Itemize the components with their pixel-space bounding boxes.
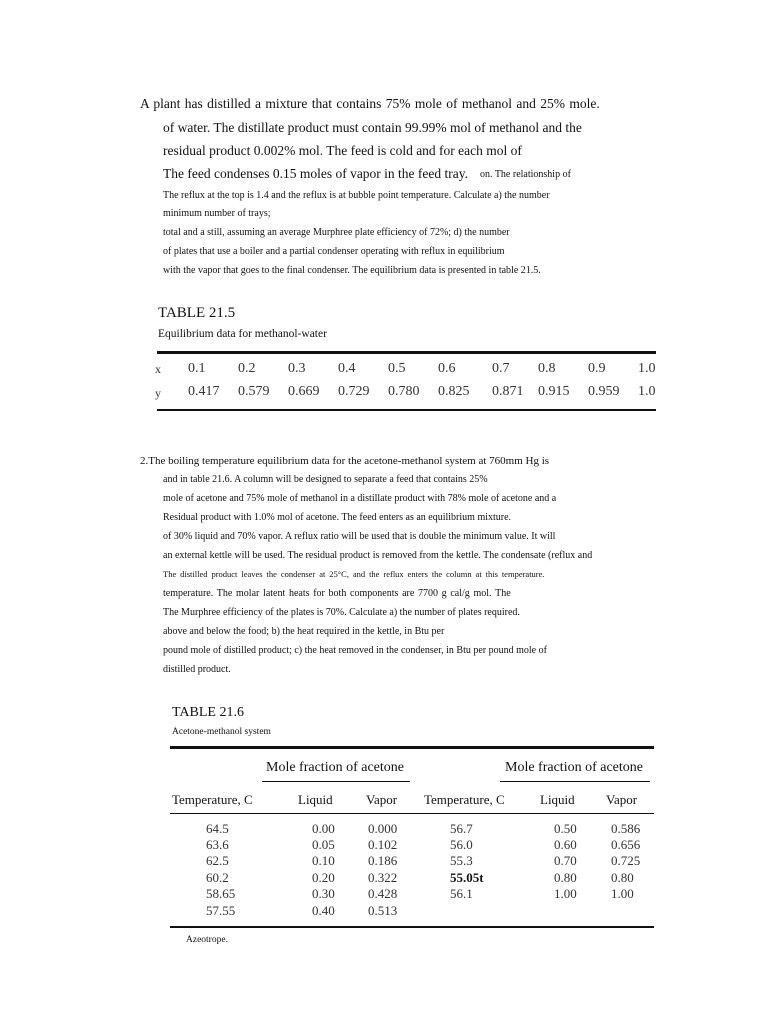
table-cell-vapor: 0.513 (368, 903, 398, 918)
table-cell-x: 0.3 (288, 361, 306, 376)
problem-2-line: above and below the food; b) the heat required in the kettle, in Btu per (163, 626, 445, 637)
table-top-rule (157, 351, 656, 354)
problem-1-line: of plates that use a boiler and a partial condenser operating with reflux in equilibrium (163, 246, 505, 257)
group-header-rule-right (500, 781, 650, 782)
table-cell-vapor: 0.186 (368, 853, 398, 868)
table-cell-vapor: 1.00 (611, 886, 634, 901)
problem-2-line: and in table 21.6. A column will be designed to separate a feed that contains 25% (163, 474, 488, 485)
table-cell-x: 0.6 (438, 361, 456, 376)
table-cell-y: 1.0 (638, 384, 656, 399)
col-header-vapor-left: Vapor (366, 792, 398, 807)
problem-1-line: with the vapor that goes to the final condenser. The equilibrium data is presented in table 21.5. (163, 265, 541, 276)
table-cell-temperature: 55.3 (450, 853, 473, 868)
table-cell-y: 0.729 (338, 384, 370, 399)
table-cell-temperature: 62.5 (206, 853, 229, 868)
group-header-right: Mole fraction of acetone (505, 760, 643, 775)
col-header-liquid-left: Liquid (298, 792, 333, 807)
table-title: TABLE 21.5 (158, 305, 236, 321)
table-cell-temperature: 63.6 (206, 837, 229, 852)
table-cell-liquid: 1.00 (554, 886, 577, 901)
table-cell-y: 0.825 (438, 384, 470, 399)
problem-1-line: on. The relationship of (480, 169, 571, 180)
problem-2-line: The Murphree efficiency of the plates is 70%. Calculate a) the number of plates required. (163, 607, 520, 618)
table-cell-vapor: 0.000 (368, 821, 398, 836)
table-cell-liquid: 0.50 (554, 821, 577, 836)
table-cell-x: 0.2 (238, 361, 256, 376)
problem-2-line: 2.The boiling temperature equilibrium data for the acetone-methanol system at 760mm Hg is (140, 455, 550, 467)
table-cell-y: 0.915 (538, 384, 570, 399)
table-cell-y: 0.669 (288, 384, 320, 399)
group-header-left: Mole fraction of acetone (266, 760, 404, 775)
table-bottom-rule (170, 926, 654, 928)
table-cell-temperature: 58.65 (206, 886, 236, 901)
table-cell-y: 0.959 (588, 384, 620, 399)
table-cell-vapor: 0.586 (611, 821, 641, 836)
table-cell-vapor: 0.428 (368, 886, 398, 901)
table-bottom-rule (157, 409, 656, 411)
table-cell-temperature: 64.5 (206, 821, 229, 836)
table-footnote: Azeotrope. (186, 935, 228, 945)
table-cell-vapor: 0.102 (368, 837, 398, 852)
table-cell-y: 0.871 (492, 384, 524, 399)
problem-2-line: an external kettle will be used. The residual product is removed from the kettle. The condensate (reflux and (163, 550, 593, 561)
table-cell-x: 1.0 (638, 361, 656, 376)
table-cell-temperature: 56.7 (450, 821, 473, 836)
table-cell-vapor: 0.80 (611, 870, 634, 885)
table-top-rule (170, 746, 654, 749)
table-cell-liquid: 0.20 (312, 870, 335, 885)
table-cell-temperature: 56.1 (450, 886, 473, 901)
table-cell-liquid: 0.80 (554, 870, 577, 885)
problem-2-line: Residual product with 1.0% mol of acetone. The feed enters as an equilibrium mixture. (163, 512, 512, 523)
col-header-liquid-right: Liquid (540, 792, 575, 807)
table-cell-vapor: 0.656 (611, 837, 641, 852)
problem-2-line: pound mole of distilled product; c) the heat removed in the condenser, in Btu per pound mole of (163, 645, 547, 656)
col-header-temperature-right: Temperature, C (424, 792, 505, 807)
table-cell-temperature: 56.0 (450, 837, 473, 852)
table-cell-vapor: 0.725 (611, 853, 641, 868)
col-header-vapor-right: Vapor (606, 792, 638, 807)
table-cell-liquid: 0.00 (312, 821, 335, 836)
table-cell-liquid: 0.70 (554, 853, 577, 868)
problem-1-line: of water. The distillate product must contain 99.99% mol of methanol and the (163, 120, 582, 135)
table-cell-temperature: 60.2 (206, 870, 229, 885)
problem-2-line: mole of acetone and 75% mole of methanol in a distillate product with 78% mole of acetone and a (163, 493, 557, 504)
table-cell-x: 0.9 (588, 361, 606, 376)
table-cell-liquid: 0.60 (554, 837, 577, 852)
table-cell-x: 0.8 (538, 361, 556, 376)
problem-1-line: A plant has distilled a mixture that contains 75% mole of methanol and 25% mole. (140, 96, 600, 111)
table-caption: Acetone-methanol system (172, 727, 271, 737)
problem-1-line: The feed condenses 0.15 moles of vapor in the feed tray. (163, 166, 469, 181)
table-cell-x: 0.7 (492, 361, 510, 376)
table-cell-liquid: 0.30 (312, 886, 335, 901)
group-header-rule-left (262, 781, 410, 782)
table-cell-y: 0.579 (238, 384, 270, 399)
problem-1-line: residual product 0.002% mol. The feed is cold and for each mol of (163, 143, 522, 158)
problem-1-line: The reflux at the top is 1.4 and the reflux is at bubble point temperature. Calculate a) the number (163, 190, 550, 201)
table-cell-x: 0.1 (188, 361, 206, 376)
problem-1-line: minimum number of trays; (163, 208, 271, 219)
col-header-temperature-left: Temperature, C (172, 792, 253, 807)
problem-2-line: distilled product. (163, 664, 231, 675)
problem-2-line: The distilled product leaves the condenser at 25°C, and the reflux enters the column at this temperature. (163, 569, 545, 579)
table-cell-liquid: 0.10 (312, 853, 335, 868)
table-cell-temperature: 57.55 (206, 903, 236, 918)
table-cell-x: 0.5 (388, 361, 406, 376)
table-cell-y: 0.417 (188, 384, 220, 399)
table-cell-temperature: 55.05t (450, 870, 484, 885)
row-label-x: x (155, 362, 161, 376)
row-label-y: y (155, 386, 161, 400)
problem-2-line: temperature. The molar latent heats for both components are 7700 g cal/g mol. The (163, 588, 511, 599)
table-cell-x: 0.4 (338, 361, 356, 376)
table-caption: Equilibrium data for methanol-water (158, 328, 327, 340)
table-cell-vapor: 0.322 (368, 870, 398, 885)
table-title: TABLE 21.6 (172, 705, 244, 720)
table-cell-liquid: 0.40 (312, 903, 335, 918)
table-cell-liquid: 0.05 (312, 837, 335, 852)
problem-2-line: of 30% liquid and 70% vapor. A reflux ratio will be used that is double the minimum value. It will (163, 531, 556, 542)
table-cell-y: 0.780 (388, 384, 420, 399)
problem-1-line: total and a still, assuming an average Murphree plate efficiency of 72%; d) the number (163, 227, 510, 238)
header-bottom-rule (170, 813, 654, 814)
